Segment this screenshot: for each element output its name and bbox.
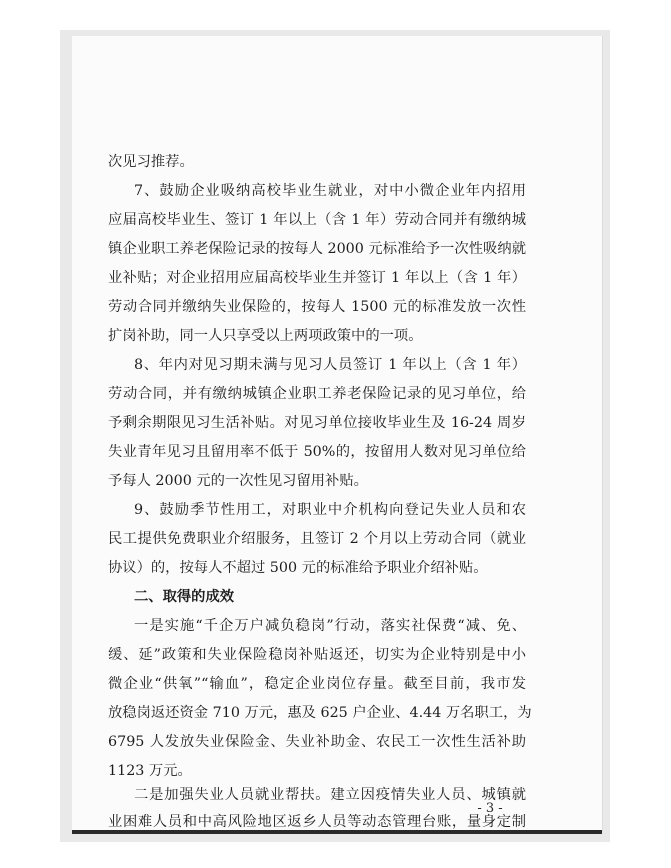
text-line: 1123 万元。 xyxy=(108,763,192,779)
text-line: 6795 人发放失业保险金、失业补助金、农民工一次性生活补助 xyxy=(108,734,526,750)
text-line: 协议）的，按每人不超过 500 元的标准给予职业介绍补贴。 xyxy=(108,560,488,576)
text-line: 业困难人员和中高风险地区返乡人员等动态管理台账，量身定制 xyxy=(108,814,526,830)
text-line: 应届高校毕业生、签订 1 年以上（含 1 年）劳动合同并有缴纳城 xyxy=(108,212,526,228)
page-number: - 3 - xyxy=(477,801,503,816)
text-line: 微企业“供氧”“输血”，稳定企业岗位存量。截至目前，我市发 xyxy=(108,676,526,692)
text-line: 次见习推荐。 xyxy=(108,154,194,170)
text-line: 扩岗补助，同一人只享受以上两项政策中的一项。 xyxy=(108,328,423,344)
text-line: 8、年内对见习期未满与见习人员签订 1 年以上（含 1 年） xyxy=(134,357,526,373)
text-line: 劳动合同并缴纳失业保险的，按每人 1500 元的标准发放一次性 xyxy=(108,299,526,315)
text-line: 二是加强失业人员就业帮扶。建立因疫情失业人员、城镇就 xyxy=(134,787,526,803)
text-line: 放稳岗返还资金 710 万元，惠及 625 户企业、4.44 万名职工，为 xyxy=(108,705,532,721)
section-heading: 二、取得的成效 xyxy=(134,589,235,605)
text-line: 予每人 2000 元的一次性见习留用补贴。 xyxy=(108,473,368,489)
text-line: 民工提供免费职业介绍服务，且签订 2 个月以上劳动合同（就业 xyxy=(108,531,526,547)
text-line: 7、鼓励企业吸纳高校毕业生就业，对中小微企业年内招用 xyxy=(134,183,526,199)
text-line: 缓、延”政策和失业保险稳岗补贴返还，切实为企业特别是中小 xyxy=(108,647,526,663)
text-line: 予剩余期限见习生活补贴。对见习单位接收毕业生及 16-24 周岁 xyxy=(108,415,526,431)
text-line: 一是实施“千企万户减负稳岗”行动，落实社保费“减、免、 xyxy=(134,618,526,634)
text-line: 9、鼓励季节性用工，对职业中介机构向登记失业人员和农 xyxy=(134,502,526,518)
text-line: 失业青年见习且留用率不低于 50%的，按留用人数对见习单位给 xyxy=(108,444,526,460)
text-line: 劳动合同，并有缴纳城镇企业职工养老保险记录的见习单位，给 xyxy=(108,386,526,402)
text-line: 镇企业职工养老保险记录的按每人 2000 元标准给予一次性吸纳就 xyxy=(108,241,526,257)
text-line: 业补贴；对企业招用应届高校毕业生并签订 1 年以上（含 1 年） xyxy=(108,270,526,286)
